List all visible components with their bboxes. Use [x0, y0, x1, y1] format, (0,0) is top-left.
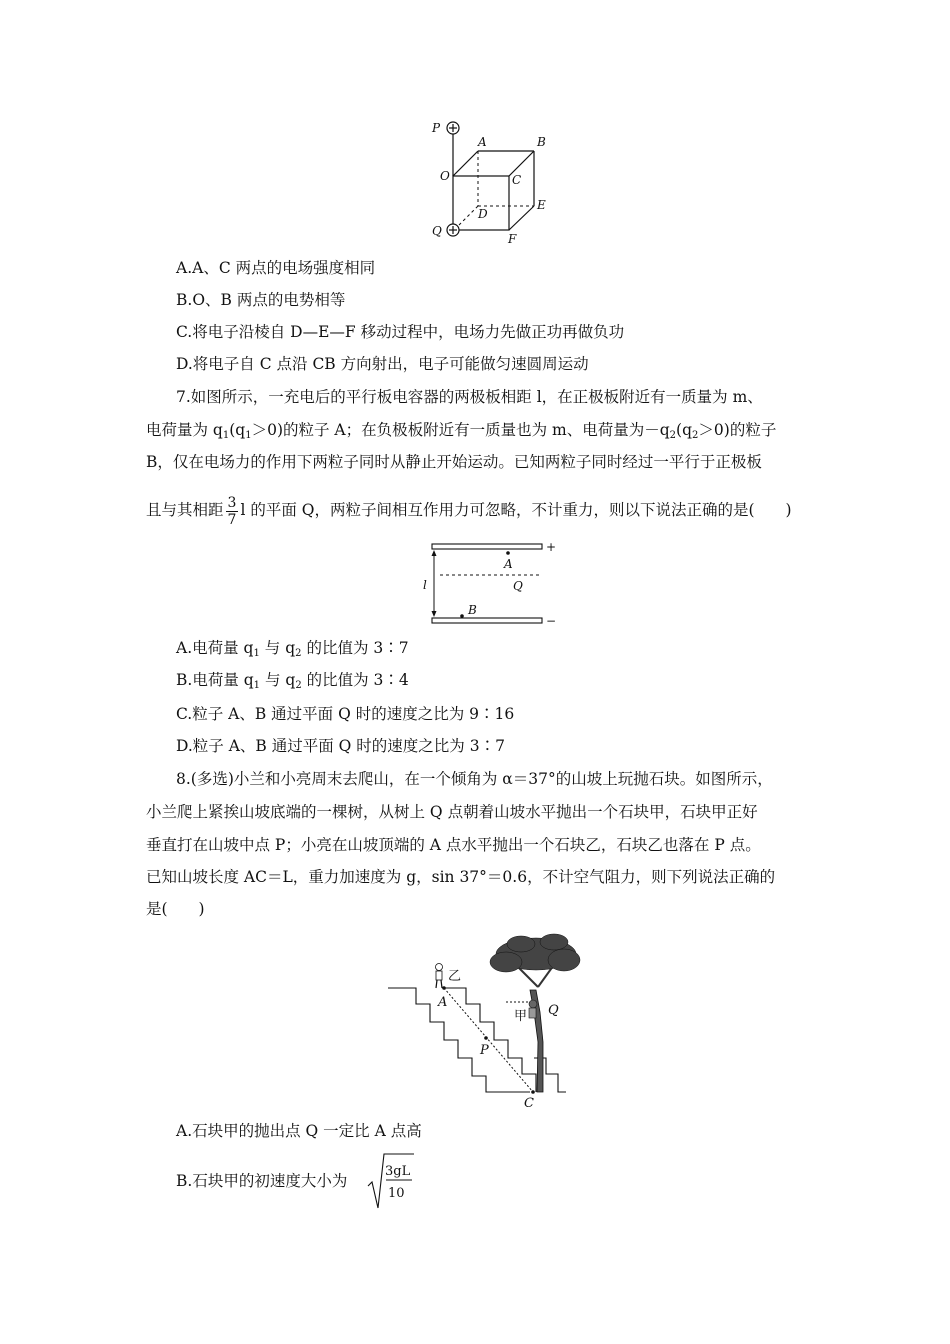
- q8-option-b: B.石块甲的初速度大小为: [176, 1172, 348, 1190]
- q6-option-b: B.O、B 两点的电势相等: [176, 291, 346, 309]
- q8-stem-line-4: 已知山坡长度 AC＝L，重力加速度为 g，sin 37°＝0.6，不计空气阻力，则下列说法正确的: [146, 868, 776, 886]
- label-p: P: [480, 1043, 489, 1058]
- q8-stem-line-5: 是( ): [146, 900, 205, 918]
- q7-option-d: D.粒子 A、B 通过平面 Q 时的速度之比为 3∶7: [176, 737, 505, 755]
- label-a: A: [478, 135, 487, 149]
- label-a: A: [438, 995, 448, 1010]
- q6-option-d: D.将电子自 C 点沿 CB 方向射出，电子可能做匀速圆周运动: [176, 355, 589, 373]
- label-a: A: [504, 557, 513, 571]
- sqrt-denominator: 10: [388, 1186, 405, 1201]
- label-yi: 乙: [448, 969, 462, 984]
- plate-minus-label: −: [546, 614, 557, 628]
- label-e: E: [537, 198, 546, 212]
- label-c: C: [524, 1096, 534, 1111]
- label-d: D: [478, 207, 488, 221]
- fraction-3-7: $\frac{3}{7}$: [227, 494, 237, 528]
- q7-option-c: C.粒子 A、B 通过平面 Q 时的速度之比为 9∶16: [176, 705, 515, 723]
- label-q: Q: [548, 1003, 559, 1018]
- q7-option-a: A.电荷量 $q_1$ 与 $q_2$ 的比值为 3∶7: [176, 639, 409, 659]
- q8-option-a: A.石块甲的抛出点 Q 一定比 A 点高: [176, 1122, 422, 1140]
- q7-option-b: B.电荷量 $q_1$ 与 $q_2$ 的比值为 3∶4: [176, 671, 409, 691]
- label-o: O: [440, 169, 450, 183]
- label-l: l: [423, 578, 427, 592]
- plate-plus-label: +: [546, 540, 557, 554]
- slope-tree-figure: [386, 932, 586, 1112]
- q8-stem-line-2: 小兰爬上紧挨山坡底端的一棵树，从树上 Q 点朝着山坡水平抛出一个石块甲，石块甲正好: [146, 803, 758, 821]
- label-jia: 甲: [514, 1009, 528, 1024]
- q6-option-c: C.将电子沿棱自 D—E—F 移动过程中，电场力先做正功再做负功: [176, 323, 625, 341]
- label-b: B: [468, 603, 477, 617]
- label-q: Q: [432, 224, 442, 238]
- q7-stem-line-2: 电荷量为 $q_1(q_1>0)$的粒子 A；在负极板附近有一质量也为 m、电荷量为$-q_2(q_2>0)$的粒子: [146, 421, 777, 441]
- sqrt-fraction-3gl-10: [366, 1150, 416, 1212]
- q8-stem-line-3: 垂直打在山坡中点 P；小亮在山坡顶端的 A 点水平抛出一个石块乙，石块乙也落在 P 点。: [146, 836, 761, 854]
- q8-stem-line-1: 8.(多选)小兰和小亮周末去爬山，在一个倾角为 α＝37°的山坡上玩抛石块。如图所示，: [176, 770, 773, 788]
- q7-stem-line-3: B，仅在电场力的作用下两粒子同时从静止开始运动。已知两粒子同时经过一平行于正极板: [146, 453, 762, 471]
- cube-charge-figure: [426, 118, 556, 246]
- q7-stem-line-1: 7.如图所示，一充电后的平行板电容器的两极板相距 l，在正极板附近有一质量为 m、: [176, 388, 763, 406]
- label-f: F: [508, 232, 517, 246]
- label-c: C: [512, 173, 522, 187]
- label-q: Q: [513, 579, 523, 593]
- label-b: B: [537, 135, 546, 149]
- sqrt-numerator: 3gL: [385, 1164, 411, 1179]
- q6-option-a: A.A、C 两点的电场强度相同: [176, 259, 376, 277]
- capacitor-figure: [420, 538, 560, 632]
- q7-stem-line-4: 且与其相距 $\frac{3}{7}$ l 的平面 Q，两粒子间相互作用力可忽略，不计重力，则以下说法正确的是( ): [146, 494, 792, 528]
- label-p: P: [432, 121, 441, 135]
